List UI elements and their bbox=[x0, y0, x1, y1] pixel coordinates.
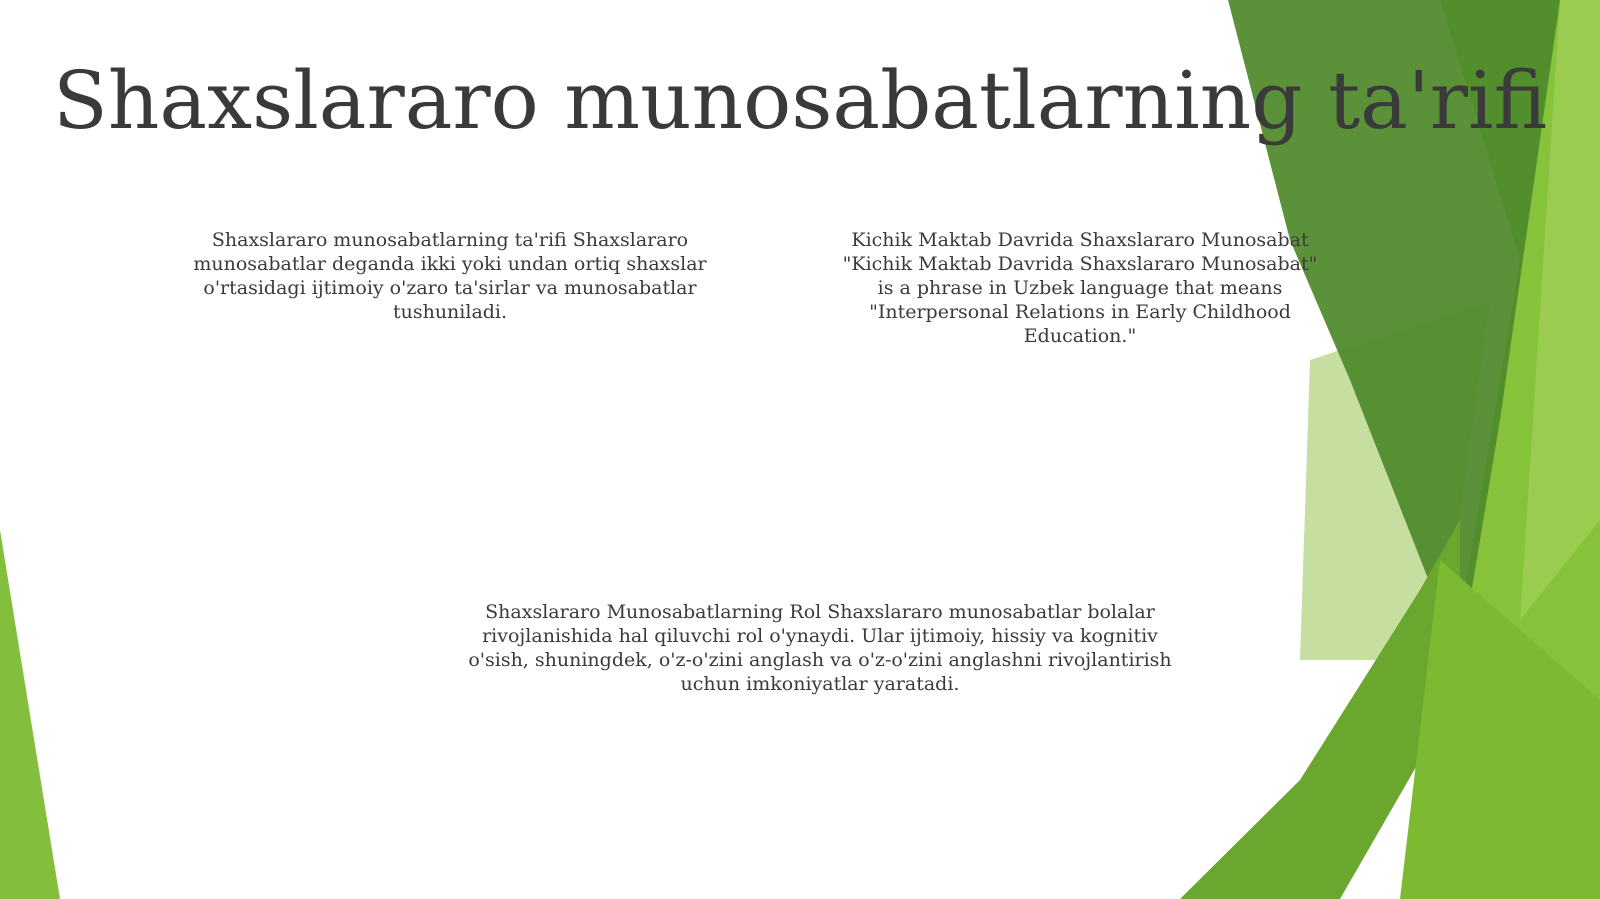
left-green-shard bbox=[0, 530, 60, 899]
definition-paragraph: Shaxslararo munosabatlarning ta'rifi Shaxslararo munosabatlar deganda ikki yoki undan ortiq shaxslar o'rtasidagi ijtimoiy o'zaro ta'sirlar va munosabatlar tushuniladi. bbox=[193, 229, 707, 323]
role-paragraph: Shaxslararo Munosabatlarning Rol Shaxslararo munosabatlar bolalar rivojlanishida hal qiluvchi rol o'ynaydi. Ular ijtimoiy, hissiy va kognitiv o'sish, shuningdek, o'z-o'zini anglash va o'z-o'zini anglashni rivojlantirish uchun imkoniyatlar yaratadi. bbox=[468, 601, 1172, 695]
phrase-meaning-paragraph: Kichik Maktab Davrida Shaxslararo Munosabat "Kichik Maktab Davrida Shaxslararo Munosabat" is a phrase in Uzbek language that means "Interpersonal Relations in Early Childhood Education." bbox=[842, 229, 1318, 347]
slide-title: Shaxslararo munosabatlarning ta'rifi bbox=[53, 54, 1547, 147]
